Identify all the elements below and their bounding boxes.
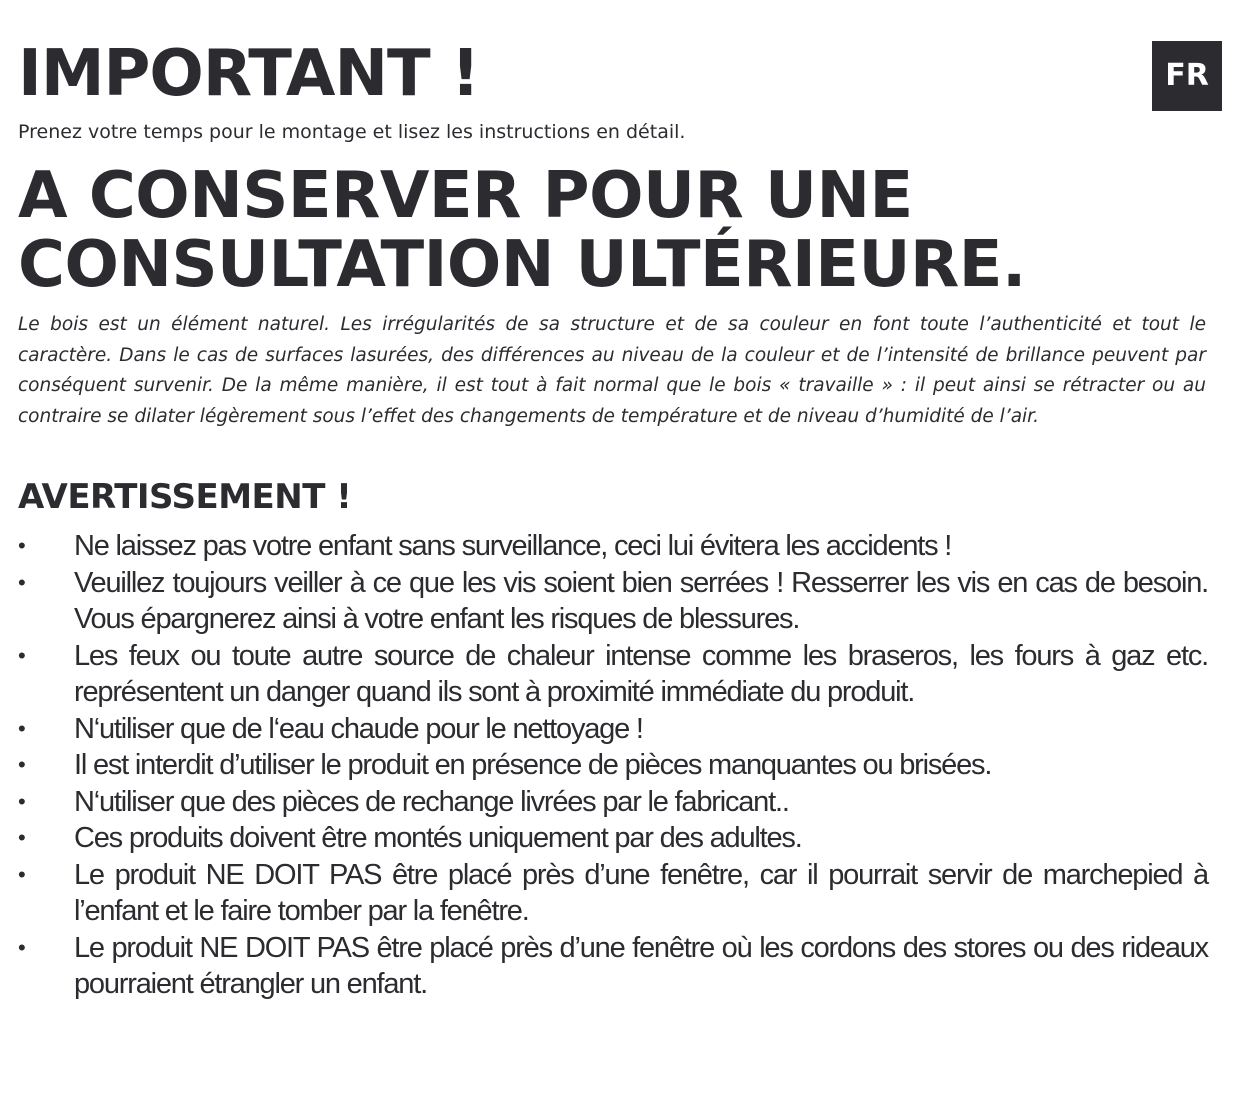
warning-item (18, 857, 1208, 930)
warning-item-text: N‘utiliser que de l‘eau chaude pour le nettoyage ! (74, 712, 643, 745)
bullet-icon: • (18, 715, 25, 741)
language-badge: FR (1152, 41, 1222, 111)
keep-for-reference-heading: A CONSERVER POUR UNE CONSULTATION ULTÉRIEURE. (18, 159, 1026, 302)
warning-list (18, 528, 1208, 1003)
warning-item-text: Les feux ou toute autre source de chaleur intense comme les braseros, les fours à gaz etc. représentent un danger quand ils sont à proximité immédiate du produit. (74, 639, 1208, 708)
warning-item (18, 820, 1208, 857)
warning-item (18, 565, 1208, 638)
warning-item-text: Le produit NE DOIT PAS être placé près d’une fenêtre, car il pourrait servir de marchepied à l’enfant et le faire tomber par la fenêtre. (74, 858, 1208, 927)
warning-item-text: Ne laissez pas votre enfant sans surveillance, ceci lui évitera les accidents ! (74, 530, 952, 562)
warning-item (18, 930, 1208, 1003)
bullet-icon: • (18, 752, 25, 777)
warning-item-text: Veuillez toujours veiller à ce que les vis soient bien serrées ! Resserrer les vis en cas de besoin. Vous épargnerez ainsi à votre enfant les risques de blessures. (74, 566, 1208, 635)
wood-notice-paragraph: Le bois est un élément naturel. Les irrégularités de sa structure et de sa couleur en font toute l’authenticité et tout le caractère. Dans le cas de surfaces lasurées, des différences au niveau de la couleur et de l’intensité de brillance peuvent par conséquent survenir. De la même manière, il est tout à fait normal que le bois « travaille » : il peut ainsi se rétracter ou au contraire se dilater légèrement sous l’effet des changements de température et de niveau d’humidité de l’air. (18, 314, 1206, 427)
warning-item-text: Le produit NE DOIT PAS être placé près d’une fenêtre où les cordons des stores ou des rideaux pourraient étrangler un enfant. (74, 931, 1208, 1000)
bullet-icon: • (18, 861, 25, 887)
page-title: IMPORTANT ! (18, 37, 480, 111)
warning-item (18, 711, 1208, 748)
warning-item-text: Ces produits doivent être montés uniquement par des adultes. (74, 822, 802, 854)
subtitle: Prenez votre temps pour le montage et lisez les instructions en détail. (18, 121, 686, 143)
warning-item-text: N‘utiliser que des pièces de rechange livrées par le fabricant.. (74, 785, 789, 818)
warning-item (18, 638, 1208, 711)
bullet-icon: • (18, 934, 25, 960)
bullet-icon: • (18, 825, 25, 850)
bullet-icon: • (18, 788, 25, 814)
bullet-icon: • (18, 533, 25, 558)
warning-item (18, 784, 1208, 821)
warning-heading: AVERTISSEMENT ! (18, 477, 352, 517)
bullet-icon: • (18, 642, 25, 668)
warning-item-text: Il est interdit d’utiliser le produit en présence de pièces manquantes ou brisées. (74, 749, 992, 781)
bullet-icon: • (18, 569, 25, 595)
warning-item (18, 528, 1208, 565)
warning-item (18, 747, 1208, 784)
